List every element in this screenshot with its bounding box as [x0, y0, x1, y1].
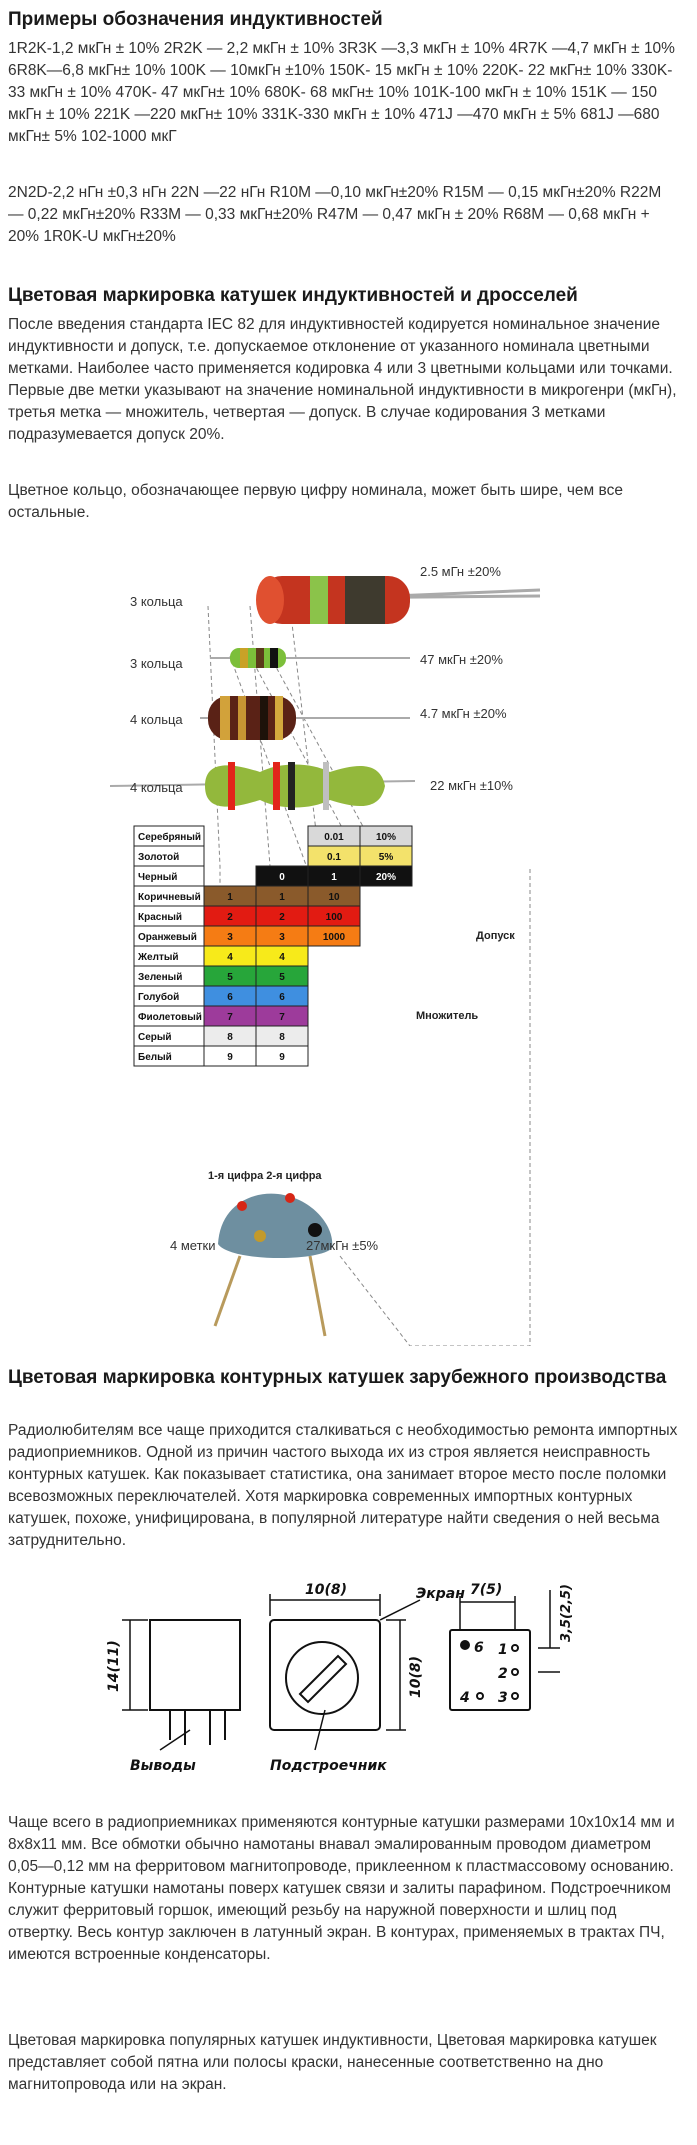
color-cell-d2: 2: [279, 912, 285, 923]
color-cell-d1: 2: [227, 912, 233, 923]
side-view: [122, 1620, 240, 1750]
coil-2-label: 3 кольца: [130, 656, 183, 671]
color-name: Золотой: [138, 852, 180, 863]
color-cell-d2: 0: [279, 872, 285, 883]
chip-label: 4 метки: [170, 1238, 216, 1253]
color-cell-d1: 9: [227, 1052, 233, 1063]
color-cell-mult: 0.01: [324, 832, 344, 843]
color-cell-mult: 0.1: [327, 852, 341, 863]
label-leads: Выводы: [130, 1758, 196, 1774]
color-cell-d1: 3: [227, 932, 233, 943]
color-cell-d1: 7: [227, 1012, 233, 1023]
label-screen: Экран: [416, 1586, 465, 1602]
dim-pins: 7(5): [470, 1582, 503, 1598]
color-marking-paragraph-1: После введения стандарта IEC 82 для индуктивностей кодируется номинальное значение индуктивности и допуск, т.е. допускаемое отклонение от указанного номинала цветными метками. Наиболее часто применяется кодировка 4 или 3 цветными кольцами или точками. Первые две метки указывают на значение номинальной индуктивности в микрогенри (мкГн), третья метка — множитель, четвертая — допуск. В случае кодирования 3 метками подразумевается допуск 20%.: [8, 316, 677, 443]
color-cell-d2: 3: [279, 932, 285, 943]
color-cell-d1: 1: [227, 892, 233, 903]
pin-1: 1: [498, 1642, 508, 1658]
color-cell-tol: 10%: [375, 832, 397, 843]
color-name: Фиолетовый: [138, 1012, 202, 1023]
coil-3-label: 4 кольца: [130, 712, 183, 727]
coil-4-label: 4 кольца: [130, 780, 183, 795]
label-trimmer: Подстроечник: [270, 1758, 387, 1774]
chip-value: 27мкГн ±5%: [306, 1238, 379, 1253]
color-cell-mult: 1: [331, 872, 337, 883]
multiplier-label: Множитель: [416, 1010, 479, 1022]
color-cell-d2: 9: [279, 1052, 285, 1063]
foreign-coils-paragraph: Радиолюбителям все чаще приходится сталкиваться с необходимостью ремонта импортных радиоприемников. Одной из причин частого выхода их из строя является неисправность контурных катушек. Как показывает статистика, она занимает второе место после поломки всевозможных переключателей. Хотя маркировка современных импортных контурных катушек, похоже, унифицирована, в популярной литературе найти сведения о ней весьма затруднительно.: [8, 1422, 678, 1549]
table-row: [134, 886, 360, 906]
color-marking-paragraph-2: Цветное кольцо, обозначающее первую цифру номинала, может быть шире, чем все остальные.: [8, 482, 623, 521]
color-cell-d2: 8: [279, 1032, 285, 1043]
table-row: [134, 966, 308, 986]
color-cell-d1: 6: [227, 992, 233, 1003]
color-cell-d2: 7: [279, 1012, 285, 1023]
color-name: Коричневый: [138, 892, 201, 903]
color-code-table: [134, 826, 412, 1066]
examples-paragraph-1: 1R2K-1,2 мкГн ± 10% 2R2K — 2,2 мкГн ± 10% 3R3K —3,3 мкГн ± 10% 4R7K —4,7 мкГн ± 10% 6R8K—6,8 мкГн± 10% 100K — 10мкГн ±10% 150K- 15 мкГн ± 10% 220K- 22 мкГн± 10% 330K-33 мкГн ± 10% 470K- 47 мкГн± 10% 680K- 68 мкГн± 10% 101K-100 мкГн ± 10% 151K — 150 мкГн ± 10% 221K —220 мкГн± 10% 331K-330 мкГн ± 10% 471J —470 мкГн ± 5% 681J —680 мкГн± 5% 102-1000 мкГ: [8, 40, 675, 145]
front-view: [270, 1594, 420, 1750]
coil-dimension-drawing: [100, 1580, 600, 1790]
color-name: Серебряный: [138, 832, 202, 843]
marking-paragraph: Цветовая маркировка популярных катушек индуктивности, Цветовая маркировка катушек представляет собой пятна или полосы краски, нанесенные соответственно на дно магнитопровода или на экран.: [8, 2032, 657, 2093]
dim-side: 10(8): [408, 1655, 424, 1698]
contour-coils-paragraph: Чаще всего в радиоприемниках применяются контурные катушки размерами 10x10x14 мм и 8x8x11 мм. Все обмотки обычно намотаны внавал эмалированным проводом диаметром 0,05—0,12 мм на ферритовом магнитопроводе, приклеенном к пластмассовому основанию. Контурные катушки намотаны поверх катушек связи и залиты парафином. Подстроечником служит ферритовый горшок, имеющий резьбу на наружной поверхности и шлиц под отвертку. Весь контур заключен в латунный экран. В контурах, применяемых в трактах ПЧ, имеются встроенные конденсаторы.: [8, 1814, 675, 1963]
color-name: Оранжевый: [138, 932, 197, 943]
pin-2: 2: [498, 1666, 508, 1682]
dim-height: 14(11): [106, 1640, 122, 1692]
color-code-svg: [110, 536, 590, 1346]
table-row: [134, 906, 360, 926]
heading-color-marking: Цветовая маркировка катушек индуктивностей и дросселей: [8, 285, 578, 306]
heading-foreign-coils: Цветовая маркировка контурных катушек зарубежного производства: [8, 1367, 667, 1388]
color-name: Красный: [138, 912, 183, 923]
coil-1-label: 3 кольца: [130, 594, 183, 609]
color-cell-tol: 20%: [375, 872, 397, 883]
pin-3: 3: [498, 1690, 508, 1706]
dim-top: 3,5(2,5): [559, 1584, 574, 1642]
color-cell-d2: 6: [279, 992, 285, 1003]
color-cell-mult: 10: [328, 892, 340, 903]
examples-paragraph-2: 2N2D-2,2 нГн ±0,3 нГн 22N —22 нГн R10M —0,10 мкГн±20% R15M — 0,15 мкГн±20% R22M — 0,22 мкГн±20% R33M — 0,33 мкГн±20% R47M — 0,47 мкГн ± 20% R68M — 0,68 мкГн + 20% 1R0K-U мкГн±20%: [8, 184, 662, 245]
color-cell-tol: 5%: [378, 852, 394, 863]
color-cell-d2: 4: [279, 952, 285, 963]
color-cell-d2: 5: [279, 972, 285, 983]
color-name: Зеленый: [138, 972, 183, 983]
color-cell-d1: 4: [227, 952, 233, 963]
drawing-svg: [100, 1580, 600, 1790]
chip-coil: [215, 1193, 332, 1336]
coil-4-value: 22 мкГн ±10%: [430, 778, 513, 793]
color-name: Белый: [138, 1052, 172, 1063]
color-code-figure: [110, 536, 590, 1346]
coil-2-value: 47 мкГн ±20%: [420, 652, 503, 667]
table-row: [134, 1006, 308, 1026]
coil-3-rings-large: [256, 576, 540, 624]
table-row: [134, 866, 412, 886]
table-row: [134, 986, 308, 1006]
color-name: Серый: [138, 1032, 172, 1043]
coil-3-rings-small: [210, 648, 410, 668]
heading-examples: Примеры обозначения индуктивностей: [8, 9, 383, 30]
color-name: Желтый: [138, 952, 179, 963]
coil-1-value: 2.5 мГн ±20%: [420, 564, 501, 579]
table-row: [134, 846, 412, 866]
digit-labels: 1-я цифра 2-я цифра: [208, 1170, 322, 1182]
dim-width: 10(8): [305, 1582, 348, 1598]
table-row: [134, 826, 412, 846]
color-cell-mult: 100: [325, 912, 343, 923]
coil-3-value: 4.7 мкГн ±20%: [420, 706, 507, 721]
color-name: Черный: [138, 872, 178, 883]
color-cell-d2: 1: [279, 892, 285, 903]
pin-6: 6: [474, 1640, 484, 1656]
tolerance-label: Допуск: [476, 930, 515, 942]
pin-4: 4: [460, 1690, 470, 1706]
table-row: [134, 1026, 308, 1046]
color-name: Голубой: [138, 992, 180, 1003]
table-row: [134, 926, 360, 946]
table-row: [134, 946, 308, 966]
color-cell-mult: 1000: [322, 932, 346, 943]
color-cell-d1: 8: [227, 1032, 233, 1043]
table-row: [134, 1046, 308, 1066]
color-cell-d1: 5: [227, 972, 233, 983]
